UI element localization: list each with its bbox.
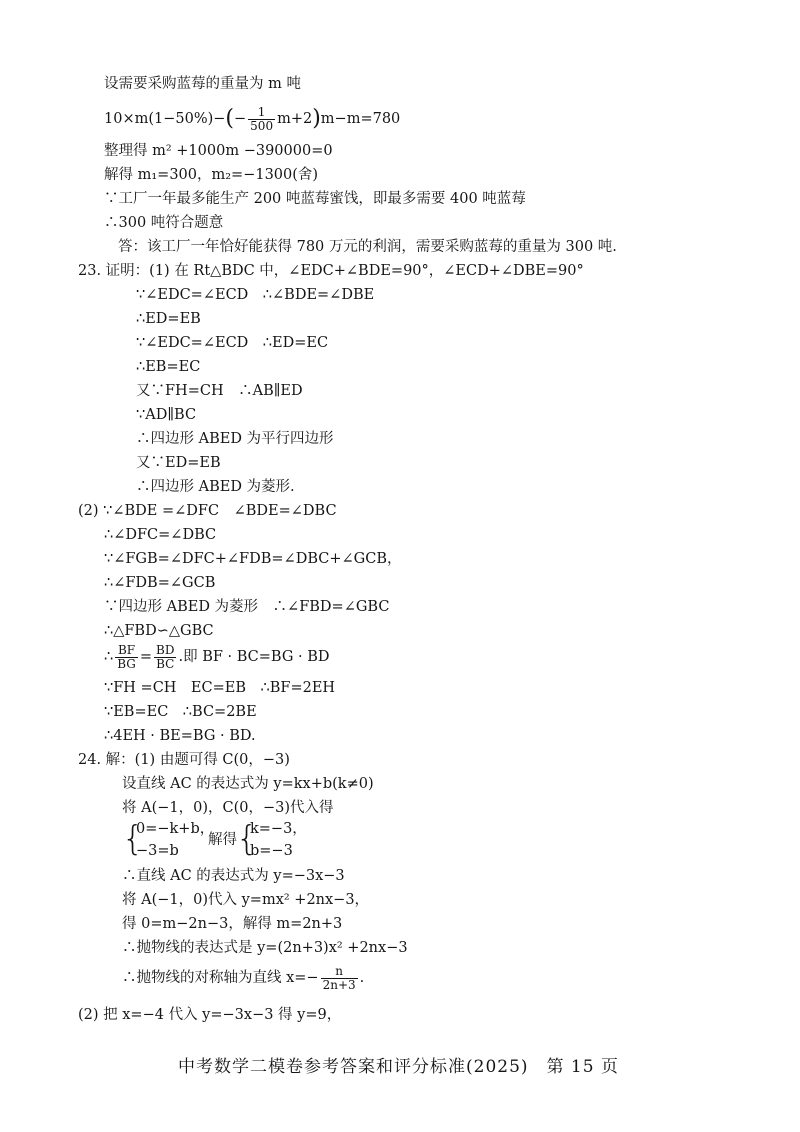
proof-line: ∵AD∥BC xyxy=(136,407,197,423)
ratio-lead: ∴ xyxy=(104,649,114,665)
proof-line: ∴ED=EB xyxy=(136,311,201,327)
fraction-numerator: BD xyxy=(156,642,175,657)
system-row: k=−3， xyxy=(250,821,307,837)
text-line: 设需要采购蓝莓的重量为 m 吨 xyxy=(104,76,301,92)
eq-post: m−m=780 xyxy=(320,111,401,127)
left-paren-glyph: ( xyxy=(225,106,235,131)
proof-line: ∴△FBD∽△GBC xyxy=(104,623,214,639)
problem-23-heading: 23. 证明：(1) 在 Rt△BDC 中，∠EDC+∠BDE=90°，∠ECD+∠DBE=90° xyxy=(78,263,584,279)
axis-post: . xyxy=(359,970,365,986)
proof-line: ∵EB=EC ∴BC=2BE xyxy=(104,704,257,720)
right-paren-glyph: ) xyxy=(312,106,321,131)
ratio-tail: .即 BF · BC=BG · BD xyxy=(178,649,330,665)
proof-line: (2) ∵∠BDE =∠DFC ∠BDE=∠DBC xyxy=(78,503,337,519)
axis-pre: ∴抛物线的对称轴为直线 x=− xyxy=(122,970,319,986)
problem-24-heading: 24. 解：(1) 由题可得 C(0，−3) xyxy=(78,752,290,768)
proof-line: 又∵ED=EB xyxy=(136,455,221,471)
proof-line: ∵∠EDC=∠ECD ∴∠BDE=∠DBE xyxy=(136,287,375,303)
system-row: −3=b xyxy=(136,843,179,859)
equation-line xyxy=(104,103,400,135)
proof-line: ∵四边形 ABED 为菱形 ∴∠FBD=∠GBC xyxy=(104,599,390,615)
fraction-numerator: BF xyxy=(117,642,136,657)
text-line: ∴300 吨符合题意 xyxy=(104,215,224,231)
left-brace-glyph: { xyxy=(122,819,144,859)
fraction-denominator: 500 xyxy=(250,118,274,133)
text-line: 整理得 m² +1000m −390000=0 xyxy=(104,143,333,159)
proof-line: ∴EB=EC xyxy=(136,359,201,375)
proof-line: ∴∠FDB=∠GCB xyxy=(104,575,216,591)
fraction xyxy=(321,965,358,992)
fraction xyxy=(154,644,176,671)
proof-line: ∴4EH · BE=BG · BD. xyxy=(104,728,256,744)
eq-pre: 10×m(1−50%)− xyxy=(104,111,226,127)
solution-line: ∴抛物线的表达式是 y=(2n+3)x² +2nx−3 xyxy=(122,940,408,956)
equation-system xyxy=(122,818,462,862)
answer-line: 答：该工厂一年恰好能获得 780 万元的利润，需要采购蓝莓的重量为 300 吨. xyxy=(118,239,617,255)
solution-line: 将 A(−1，0)代入 y=mx² +2nx−3， xyxy=(122,892,370,908)
proof-line: 又∵FH=CH ∴AB∥ED xyxy=(136,383,303,399)
fraction-denominator: 2n+3 xyxy=(322,977,356,992)
eq-inner-post: m+2 xyxy=(277,111,313,127)
axis-line xyxy=(122,961,364,995)
solution-line: (2) 把 x=−4 代入 y=−3x−3 得 y=9， xyxy=(78,1007,342,1023)
fraction-denominator: BC xyxy=(154,657,176,671)
fraction-denominator: BG xyxy=(117,656,136,671)
solution-line: 设直线 AC 的表达式为 y=kx+b(k≠0) xyxy=(122,776,374,792)
proof-line: ∵∠EDC=∠ECD ∴ED=EC xyxy=(136,335,329,351)
solution-line: ∴直线 AC 的表达式为 y=−3x−3 xyxy=(122,868,345,884)
fraction-numerator: n xyxy=(335,963,343,978)
proof-line: ∴∠DFC=∠DBC xyxy=(104,527,217,543)
ratio-line xyxy=(104,640,330,674)
left-brace-glyph: { xyxy=(236,819,258,859)
proof-line: ∵∠FGB=∠DFC+∠FDB=∠DBC+∠GCB， xyxy=(104,551,402,567)
proof-line: ∴四边形 ABED 为菱形. xyxy=(136,479,295,495)
text-line: ∵工厂一年最多能生产 200 吨蓝莓蜜饯，即最多需要 400 吨蓝莓 xyxy=(104,191,526,207)
text-line: 解得 m₁=300，m₂=−1300(舍) xyxy=(104,167,319,183)
fraction xyxy=(248,106,275,133)
solution-line: 将 A(−1，0)，C(0，−3)代入得 xyxy=(122,800,334,816)
ratio-equals: = xyxy=(139,649,153,665)
system-row: 0=−k+b， xyxy=(136,821,215,837)
system-label: 解得 xyxy=(208,832,237,848)
solution-line: 得 0=m−2n−3，解得 m=2n+3 xyxy=(122,916,343,932)
proof-line: ∵FH =CH EC=EB ∴BF=2EH xyxy=(104,680,336,696)
eq-inner-pre: − xyxy=(234,111,247,127)
system-row: b=−3 xyxy=(250,843,293,859)
proof-line: ∴四边形 ABED 为平行四边形 xyxy=(136,431,334,447)
fraction xyxy=(115,644,138,671)
page-footer: 中考数学二模卷参考答案和评分标准(2025) 第 15 页 xyxy=(178,1057,619,1077)
fraction-numerator: 1 xyxy=(257,104,266,119)
